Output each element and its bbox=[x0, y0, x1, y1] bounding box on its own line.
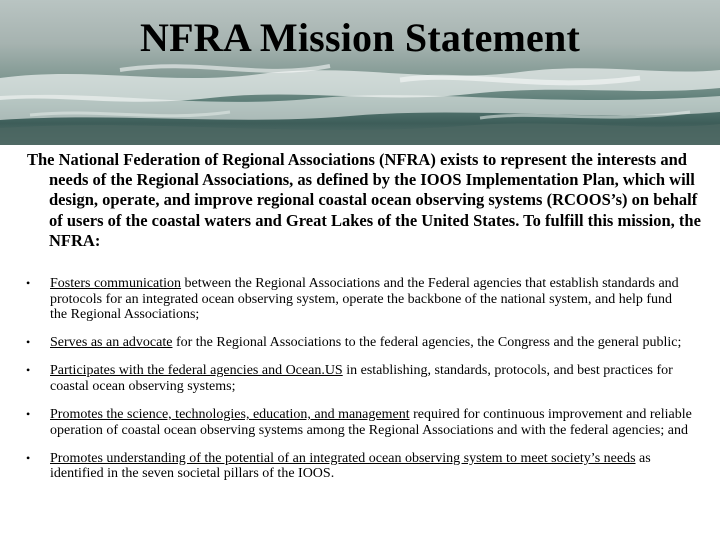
intro-paragraph: The National Federation of Regional Associations (NFRA) exists to represent the interests and needs of the Regional Associations, as defined by the IOOS Implementation Plan, which will design, operate, and improve regional coastal ocean observing systems (RCOOS’s) on behalf of users of the coastal waters and Great Lakes of the United States. To fulfill this mission, the NFRA: bbox=[27, 150, 701, 250]
bullet-icon: • bbox=[26, 335, 31, 350]
ocean-banner-image bbox=[0, 0, 720, 145]
bullet-icon: • bbox=[26, 276, 31, 290]
bullet-item-participates bbox=[26, 363, 692, 394]
bullet-text: for the Regional Associations to the federal agencies, the Congress and the general public; bbox=[172, 335, 682, 351]
bullet-text: in establishing, standards, protocols, and best practices for coastal ocean observing systems; bbox=[50, 363, 673, 394]
bullet-lead: Serves as an advocate bbox=[50, 335, 173, 351]
bullet-lead: Promotes the science, technologies, education, and management bbox=[50, 407, 410, 423]
bullet-item-science bbox=[26, 407, 692, 438]
bullet-text: required for continuous improvement and reliable operation of coastal ocean observing systems among the Regional Associations and with the federal agencies; and bbox=[50, 407, 692, 438]
bullet-text: between the Regional Associations and the Federal agencies that establish standards and protocols for an integrated ocean observing system, operate the backbone of the national system, and help fund the Regional Associations; bbox=[50, 276, 679, 323]
bullet-item-understanding bbox=[26, 451, 692, 482]
bullet-icon: • bbox=[26, 450, 31, 465]
bullet-item-advocate bbox=[26, 335, 692, 351]
bullet-lead: Promotes understanding of the potential of an integrated ocean observing system to meet society’s needs bbox=[50, 450, 636, 466]
bullet-icon: • bbox=[26, 407, 31, 422]
mission-bullet-list bbox=[26, 276, 692, 494]
bullet-lead: Fosters communication bbox=[50, 276, 182, 291]
slide-title: NFRA Mission Statement bbox=[140, 15, 580, 60]
bullet-icon: • bbox=[26, 363, 31, 378]
bullet-text: as identified in the seven societal pillars of the IOOS. bbox=[50, 450, 651, 482]
bullet-lead: Participates with the federal agencies and Ocean.US bbox=[50, 363, 343, 379]
bullet-item-communication bbox=[26, 276, 692, 323]
